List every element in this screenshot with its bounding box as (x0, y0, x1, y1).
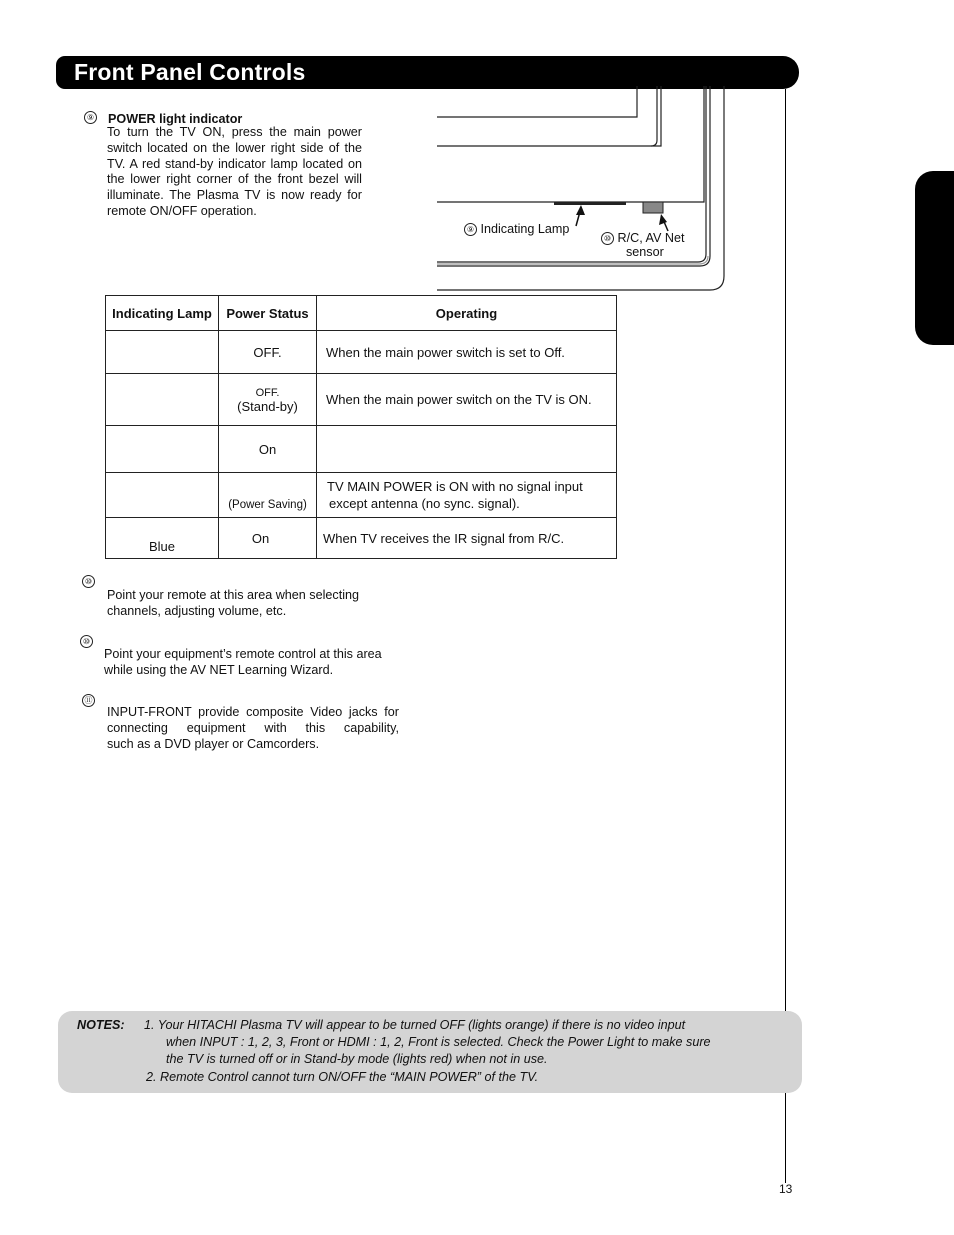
text-line: switch located on the lower right side of the (107, 140, 362, 155)
circled-number-icon: ⑪ (82, 694, 95, 707)
status-subtext: (Stand-by) (237, 398, 298, 414)
table-row (106, 518, 617, 559)
status-cell (219, 331, 317, 374)
tv-bottom-shadow (437, 256, 708, 264)
header-operating: Operating (317, 296, 617, 331)
table-row (106, 426, 617, 473)
text-line: INPUT-FRONT provide composite Video jacks for (107, 705, 399, 719)
power-title: POWER light indicator (108, 112, 243, 126)
section-av-net (104, 647, 424, 679)
status-cell: (Power Saving) (219, 473, 317, 518)
operating-cell (317, 473, 617, 518)
text-line: TV. A red stand-by indicator lamp located on (107, 156, 362, 171)
table-row (106, 473, 617, 518)
text-line: Point your remote at this area when selecting (107, 588, 360, 602)
table-row (106, 374, 617, 426)
circled-number-icon: ⑩ (80, 635, 93, 648)
lamp-cell (106, 374, 219, 426)
note-1-line-3: the TV is turned off or in Stand-by mode (lights red) when not in use. (166, 1052, 548, 1066)
tv-lower-bezel (437, 86, 704, 202)
sensor-label-line2: sensor (626, 245, 664, 259)
section-marker (82, 692, 95, 710)
power-marker (84, 109, 97, 127)
sensor-label-line1: R/C, AV Net (617, 231, 685, 245)
note-2: 2. Remote Control cannot turn ON/OFF the “MAIN POWER” of the TV. (146, 1070, 539, 1084)
text-line: remote ON/OFF operation. (107, 203, 257, 218)
sensor-arrowhead (659, 214, 667, 225)
text-line: illuminate. The Plasma TV is now ready for (107, 188, 362, 203)
table-row (106, 331, 617, 374)
circled-number-icon: ⑨ (464, 223, 477, 236)
status-text: OFF. (253, 344, 282, 360)
text-line: connecting equipment with this capability, (107, 720, 399, 735)
status-cell (219, 374, 317, 426)
page-number: 13 (779, 1182, 793, 1196)
rc-sensor-window (643, 202, 663, 213)
tv-bezel-outer (651, 86, 657, 146)
text-line: such as a DVD player or Camcorders. (107, 736, 320, 751)
indicating-lamp-callout (464, 222, 569, 236)
section-input-front (107, 705, 399, 752)
text-line: To turn the TV ON, press the main power (107, 125, 362, 139)
tv-corner-diagram (430, 86, 730, 296)
operating-cell: When the main power switch on the TV is ON. (317, 374, 617, 426)
status-cell: On (219, 518, 317, 559)
header-power-status: Power Status (219, 296, 317, 331)
status-cell: On (219, 426, 317, 473)
text-line: Point your equipment’s remote control at this area (104, 647, 382, 661)
sensor-callout (601, 231, 684, 245)
lamp-cell (106, 426, 219, 473)
page-title-bar (56, 56, 799, 89)
circled-number-icon: ⑩ (82, 575, 95, 588)
note-1-line-2: when INPUT : 1, 2, 3, Front or HDMI : 1, 2, Front is selected. Check the Power Light to make sure (166, 1035, 711, 1049)
status-text: OFF. (255, 386, 280, 399)
text-line: channels, adjusting volume, etc. (107, 603, 287, 618)
lamp-arrowhead (576, 205, 585, 215)
operating-text: TV MAIN POWER is ON with no signal input (327, 479, 583, 494)
header-indicating-lamp: Indicating Lamp (106, 296, 219, 331)
lamp-cell (106, 331, 219, 374)
lamp-status-table (105, 295, 617, 559)
circled-number-icon: ⑩ (601, 232, 614, 245)
section-side-tab (915, 171, 954, 345)
section-marker (80, 633, 93, 651)
power-description (107, 125, 362, 220)
operating-cell (317, 426, 617, 473)
indicating-lamp-label: Indicating Lamp (480, 222, 570, 236)
notes-label: NOTES: (77, 1018, 125, 1032)
tv-inner-frame (437, 86, 637, 117)
tv-bezel-frame (437, 86, 661, 146)
indicating-lamp-strip (554, 202, 626, 205)
lamp-cell: Blue (106, 518, 219, 559)
section-remote-sensor (107, 588, 407, 620)
operating-subtext: except antenna (no sync. signal). (329, 496, 520, 511)
page-title: Front Panel Controls (74, 59, 306, 85)
text-line: the lower right corner of the front bezel will (107, 172, 362, 187)
section-marker (82, 573, 95, 591)
operating-cell: When TV receives the IR signal from R/C. (317, 518, 617, 559)
circled-number-icon: ⑨ (84, 111, 97, 124)
table-header-row (106, 296, 617, 331)
operating-cell: When the main power switch is set to Off. (317, 331, 617, 374)
note-1-line-1: 1. Your HITACHI Plasma TV will appear to be turned OFF (lights orange) if there is no video input (144, 1018, 686, 1032)
lamp-cell (106, 473, 219, 518)
text-line: while using the AV NET Learning Wizard. (104, 662, 334, 677)
